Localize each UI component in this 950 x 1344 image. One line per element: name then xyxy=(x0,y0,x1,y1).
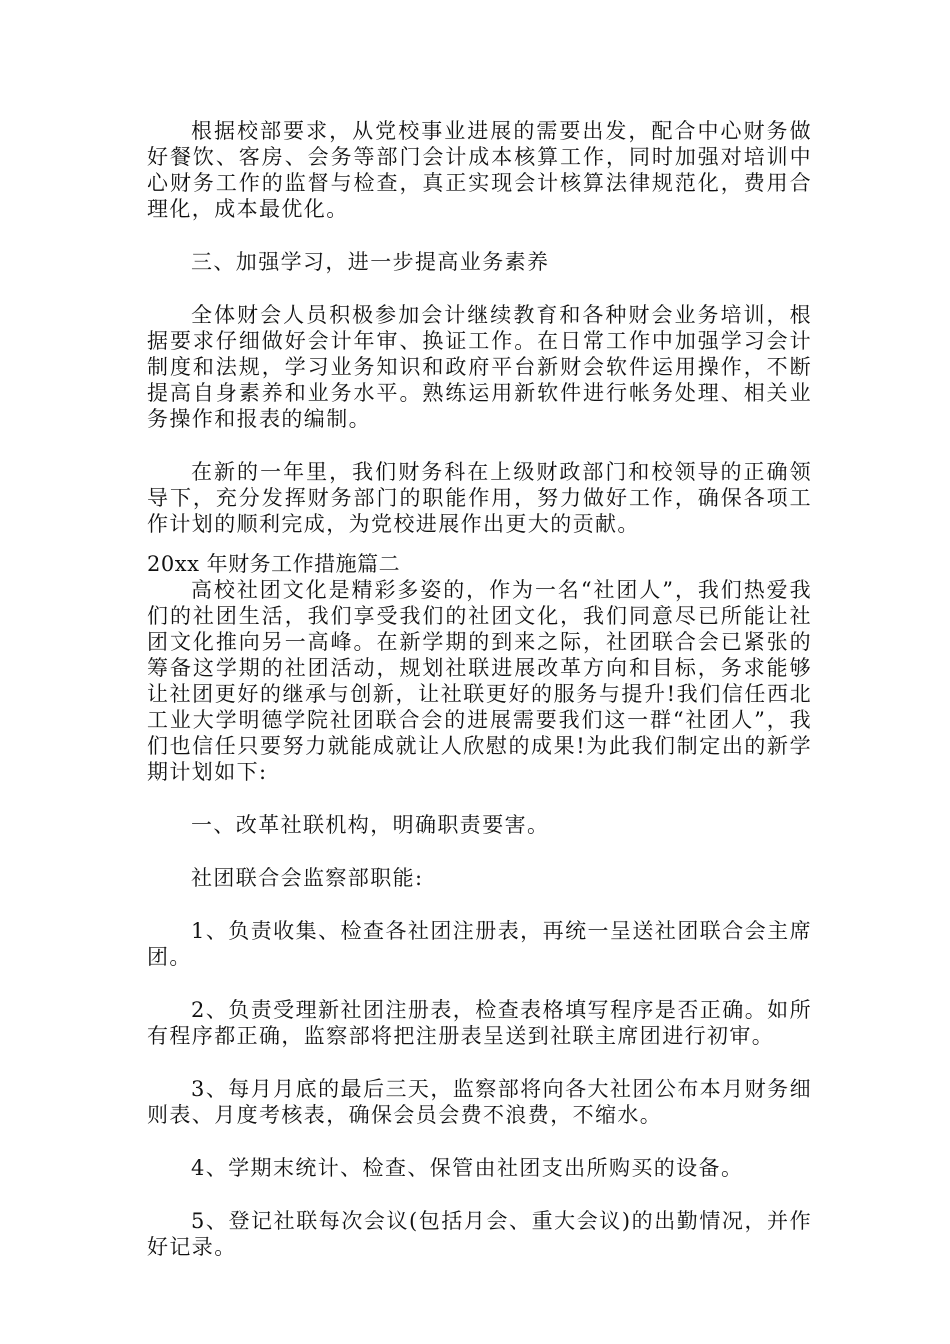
list-item-duty-3: 3、每月月底的最后三天，监察部将向各大社团公布本月财务细则表、月度考核表，确保会员会费不浪费，不缩水。 xyxy=(147,1077,812,1127)
list-item-duty-4: 4、学期末统计、检查、保管由社团支出所购买的设备。 xyxy=(191,1156,744,1180)
paragraph-new-year: 在新的一年里，我们财务科在上级财政部门和校领导的正确领导下，充分发挥财务部门的职能作用，努力做好工作，确保各项工作计划的顺利完成，为党校进展作出更大的贡献。 xyxy=(147,460,812,536)
paragraph-club-culture: 高校社团文化是精彩多姿的，作为一名“社团人”，我们热爱我们的社团生活，我们享受我们的社团文化，我们同意尽已所能让社团文化推向另一高峰。在新学期的到来之际，社团联合会已紧张的筹备这学期的社团活动，规划社联进展改革方向和目标，务求能够让社团更好的继承与创新，让社联更好的服务与提升!我们信任西北工业大学明德学院社团联合会的进展需要我们这一群“社团人”，我们也信任只要努力就能成就让人欣慰的成果!为此我们制定出的新学期计划如下: xyxy=(147,578,812,784)
heading-supervision-duties: 社团联合会监察部职能: xyxy=(191,866,424,890)
list-item-duty-2: 2、负责受理新社团注册表，检查表格填写程序是否正确。如所有程序都正确，监察部将把注册表呈送到社联主席团进行初审。 xyxy=(147,998,812,1048)
list-item-duty-1: 1、负责收集、检查各社团注册表，再统一呈送社团联合会主席团。 xyxy=(147,919,812,969)
heading-reform-structure: 一、改革社联机构，明确职责要害。 xyxy=(191,813,550,837)
list-item-duty-5: 5、登记社联每次会议(包括月会、重大会议)的出勤情况，并作好记录。 xyxy=(147,1209,812,1259)
section-title: 20xx 年财务工作措施篇二 xyxy=(147,552,401,576)
paragraph-staff-training: 全体财会人员积极参加会计继续教育和各种财会业务培训，根据要求仔细做好会计年审、换证工作。在日常工作中加强学习会计制度和法规，学习业务知识和政府平台新财会软件运用操作，不断提高自身素养和业务水平。熟练运用新软件进行帐务处理、相关业务操作和报表的编制。 xyxy=(147,303,812,431)
heading-strengthen-learning: 三、加强学习，进一步提高业务素养 xyxy=(191,250,550,274)
paragraph-cost-accounting: 根据校部要求，从党校事业进展的需要出发，配合中心财务做好餐饮、客房、会务等部门会计成本核算工作，同时加强对培训中心财务工作的监督与检查，真正实现会计核算法律规范化，费用合理化，成本最优化。 xyxy=(147,119,812,221)
document-page xyxy=(147,118,812,1287)
